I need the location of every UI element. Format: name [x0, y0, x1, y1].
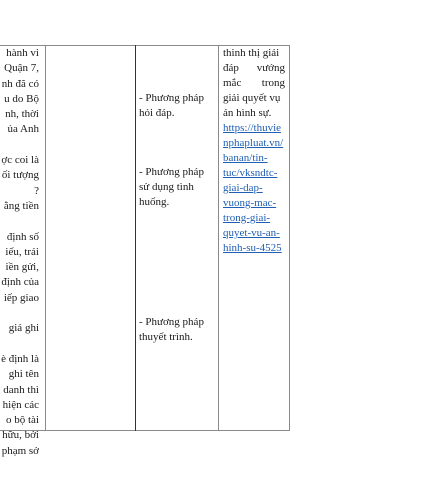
method-cell-case: [139, 165, 215, 210]
content-line: định số: [6, 230, 39, 243]
link-line[interactable]: hinh-su-4525: [223, 242, 282, 254]
reference-text: án hình sự.: [223, 107, 272, 119]
content-line: [0, 138, 39, 153]
column-divider: [218, 45, 219, 431]
reference-link[interactable]: [223, 121, 285, 256]
content-line: giá ghi: [8, 322, 39, 335]
content-line: iền gửi,: [5, 261, 39, 274]
content-line: o bộ tài: [6, 414, 39, 427]
method-text: - Phương pháp: [139, 92, 204, 104]
method-cell-lecture: [139, 315, 215, 345]
content-line: [0, 306, 39, 321]
link-line[interactable]: nphapluat.vn/: [223, 137, 284, 149]
content-line: nh đã có: [1, 77, 39, 90]
link-line[interactable]: quyet-vu-an-: [223, 227, 280, 239]
content-line: ủa Anh: [7, 123, 39, 136]
method-cell-qa: [139, 91, 215, 121]
content-line: ối tượng: [1, 169, 39, 182]
lesson-table: [0, 45, 291, 457]
content-line: danh thì: [3, 383, 39, 396]
content-line: u do Bộ: [4, 92, 39, 105]
content-line: định của: [1, 276, 39, 289]
reference-text: mắc trong: [223, 77, 285, 89]
link-line[interactable]: trong-giai-: [223, 212, 271, 224]
content-line: hữu, bởi: [2, 429, 39, 442]
method-text: huống.: [139, 196, 170, 208]
link-line[interactable]: banan/tin-: [223, 152, 268, 164]
content-line: ?: [34, 184, 39, 197]
reference-text: đáp vướng: [223, 62, 285, 74]
content-line: phạm sở: [1, 444, 39, 457]
table-bottom-border: [0, 430, 290, 431]
content-column-cut-off: [0, 46, 39, 459]
content-line: ghi tên: [8, 368, 39, 381]
table-right-border: [289, 45, 290, 431]
column-divider: [135, 45, 136, 431]
reference-text: giải quyết vụ: [223, 92, 281, 104]
link-line[interactable]: https://thuvie: [223, 122, 282, 134]
reference-cell: [223, 46, 285, 256]
content-line: nh, thời: [5, 108, 39, 121]
content-line: iếp giao: [3, 291, 39, 304]
content-line: hành vi: [6, 47, 39, 59]
column-divider: [45, 45, 46, 431]
reference-text: thinh thị giải: [223, 47, 280, 59]
link-line[interactable]: giai-dap-: [223, 182, 263, 194]
method-text: - Phương pháp: [139, 316, 204, 328]
content-line: Quận 7,: [4, 62, 39, 75]
content-line: hiện các: [2, 398, 39, 411]
content-line: iếu, trái: [5, 245, 39, 258]
method-text: sử dụng tình: [139, 181, 194, 193]
link-line[interactable]: tuc/vksndtc-: [223, 167, 278, 179]
method-text: - Phương pháp: [139, 166, 204, 178]
link-line[interactable]: vuong-mac-: [223, 197, 277, 209]
method-text: thuyết trình.: [139, 331, 193, 343]
content-line: [0, 337, 39, 352]
content-line: [0, 214, 39, 229]
method-text: hỏi đáp.: [139, 107, 175, 119]
content-line: è định là: [1, 352, 39, 365]
content-line: ợc coi là: [1, 154, 39, 167]
content-line: ằng tiền: [3, 199, 39, 212]
